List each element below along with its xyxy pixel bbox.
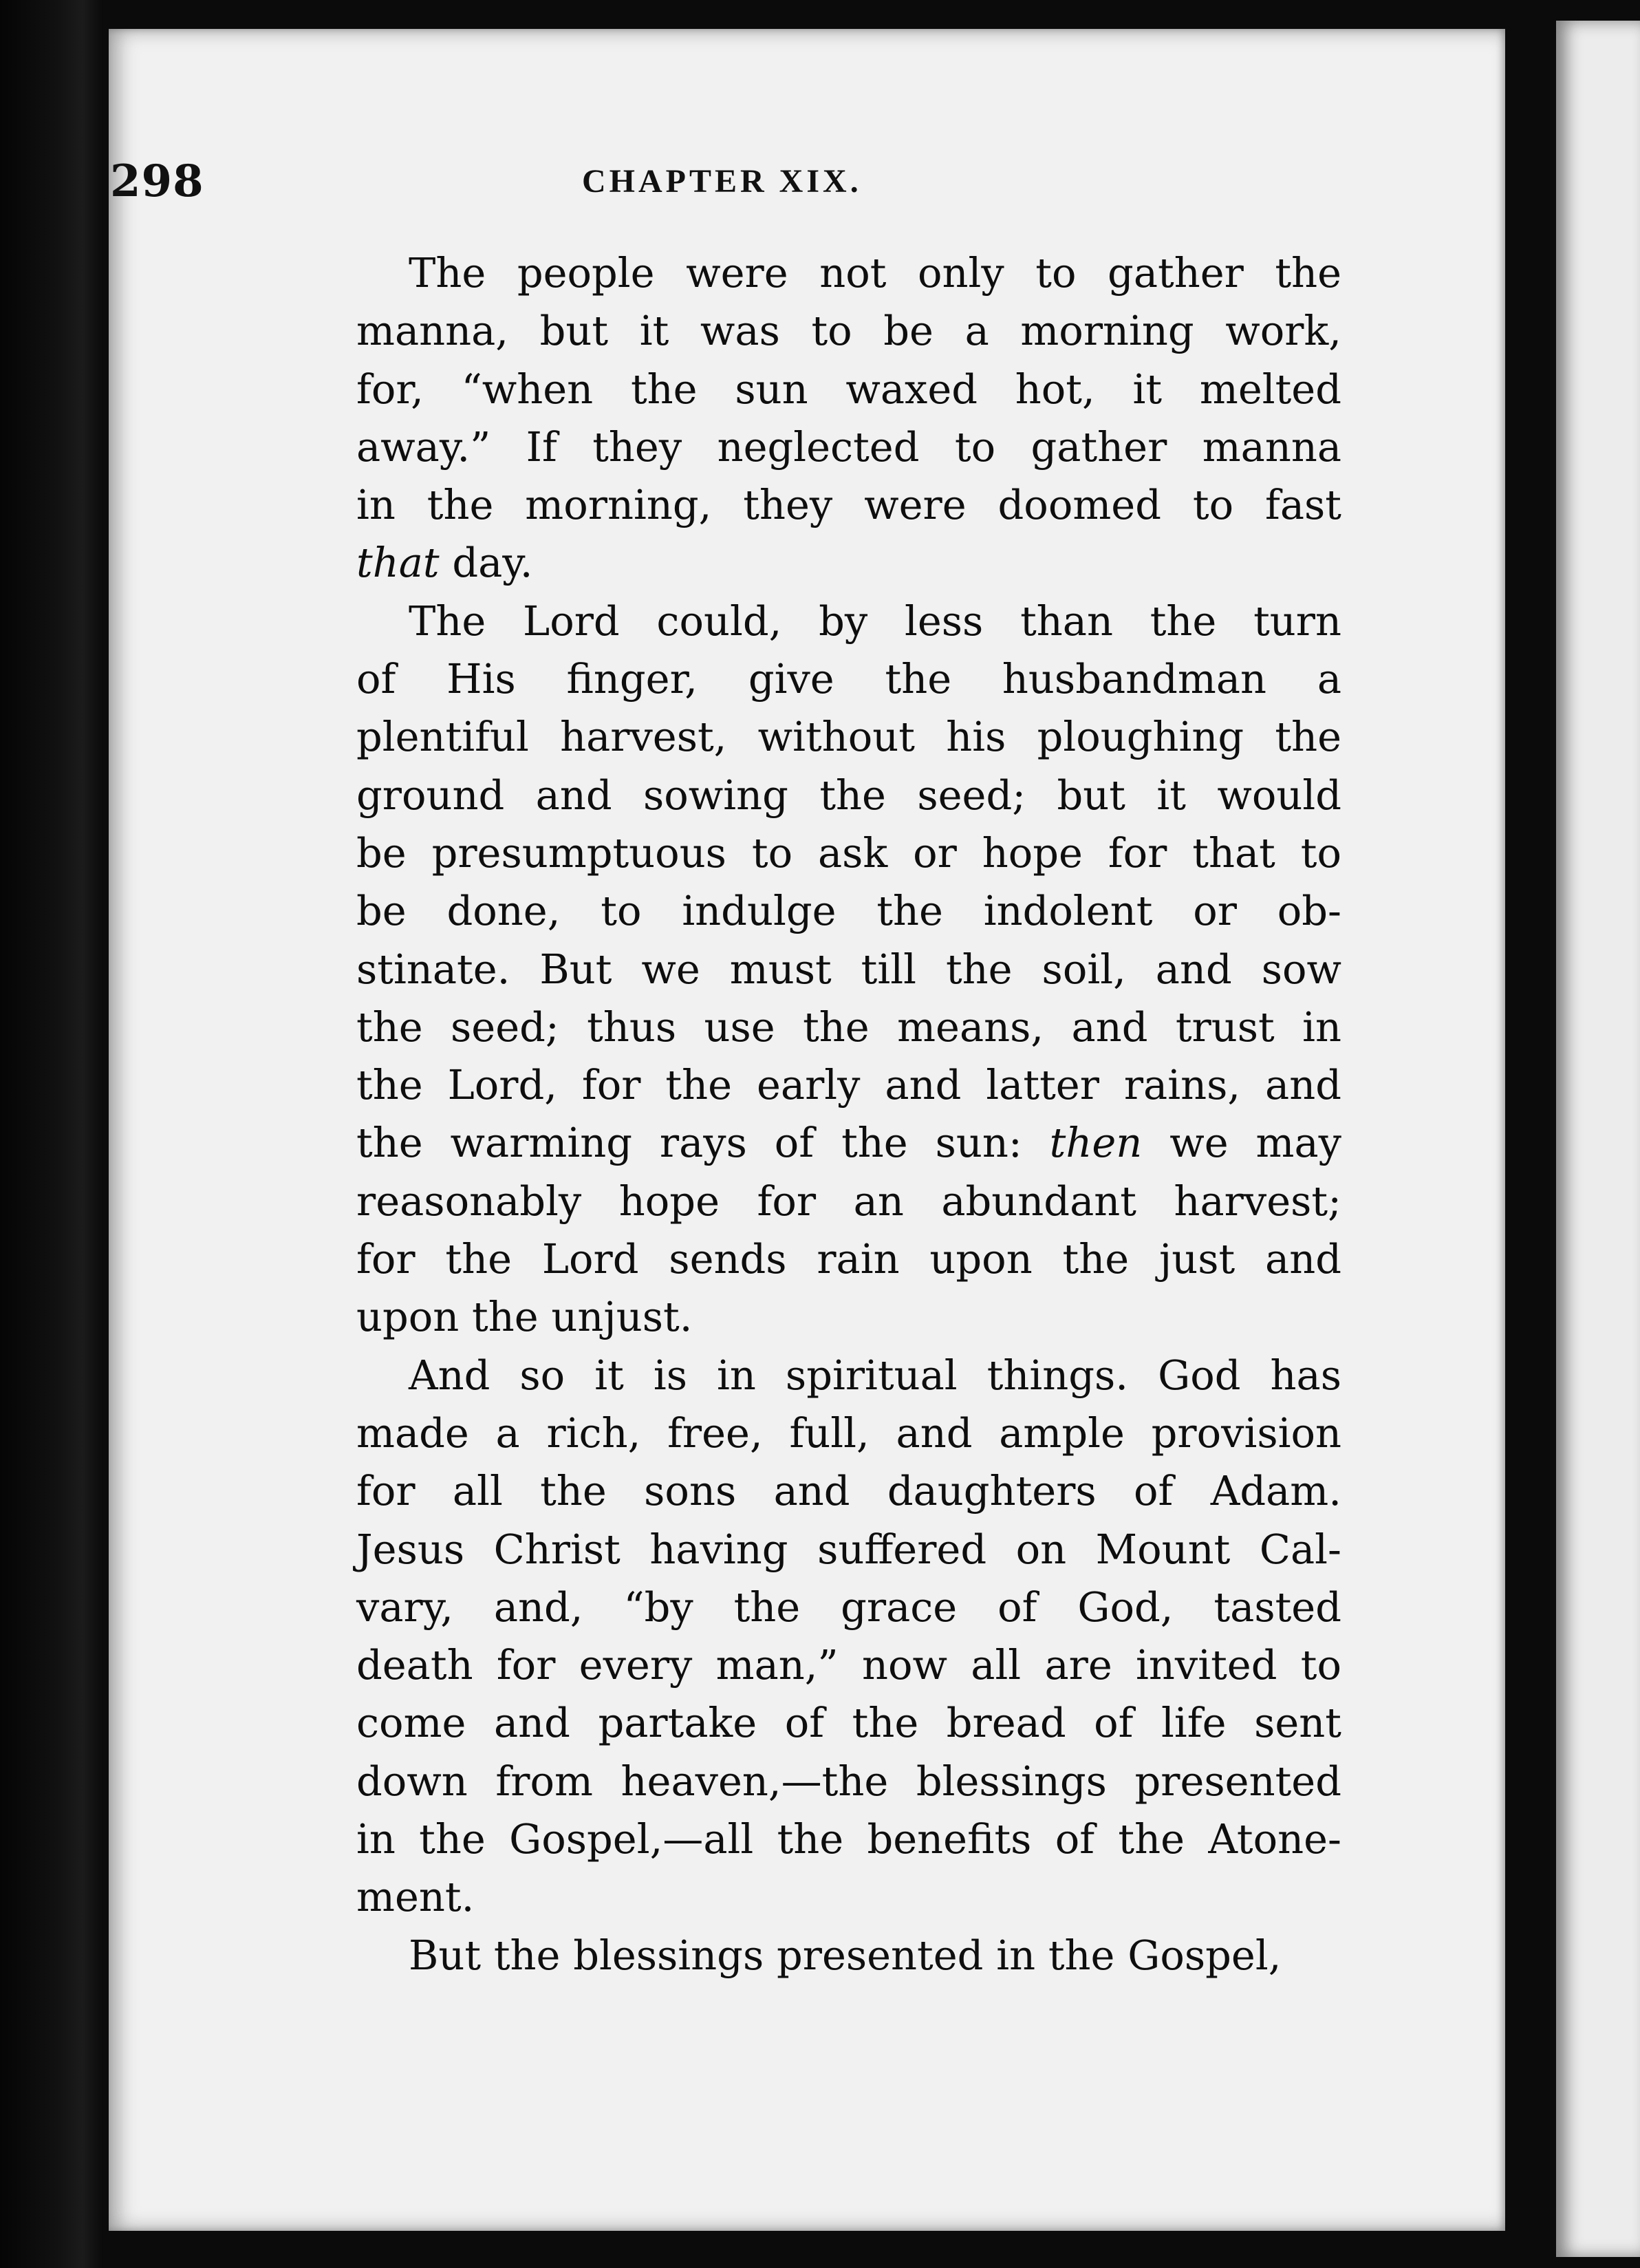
text-line: ment. — [356, 1873, 475, 1921]
text-line: And so it is in spiritual things. God has — [409, 1351, 1341, 1399]
gutter-shadow — [1505, 0, 1556, 2268]
text-line: in the morning, they were doomed to fast — [356, 481, 1341, 529]
text-line: upon the unjust. — [356, 1293, 693, 1341]
book-spine — [0, 0, 103, 2268]
paragraph-3 — [356, 1347, 1341, 1927]
text-line: for, “when the sun waxed hot, it melted — [356, 365, 1341, 413]
text-line: vary, and, “by the grace of God, tasted — [356, 1583, 1341, 1631]
text-line: away.” If they neglected to gather manna — [356, 422, 1341, 471]
text-line: down from heaven,—the blessings presented — [356, 1757, 1341, 1805]
text-line: ground and sowing the seed; but it would — [356, 771, 1341, 819]
text-line: Jesus Christ having suffered on Mount Cal- — [356, 1525, 1341, 1573]
text-line: be presumptuous to ask or hope for that to — [356, 828, 1341, 877]
text-line: made a rich, free, full, and ample provision — [356, 1409, 1341, 1457]
text-line: in the Gospel,—all the benefits of the Atone- — [356, 1815, 1341, 1863]
page-number: 298 — [110, 156, 204, 207]
text-line: But the blessings presented in the Gospel, — [409, 1931, 1282, 1979]
text-line: come and partake of the bread of life sent — [356, 1699, 1341, 1747]
italic-word: then — [1049, 1119, 1143, 1167]
paragraph-4 — [356, 1927, 1341, 1984]
text-line: plentiful harvest, without his ploughing the — [356, 713, 1341, 761]
paragraph-2 — [356, 592, 1341, 1347]
text-line: stinate. But we must till the soil, and sow — [356, 945, 1341, 993]
text-line: reasonably hope for an abundant harvest; — [356, 1177, 1341, 1225]
text-line: the Lord, for the early and latter rains, and — [356, 1061, 1341, 1109]
running-head: CHAPTER XIX. — [582, 163, 862, 200]
text-line: the seed; thus use the means, and trust in — [356, 1003, 1341, 1051]
text-line — [356, 534, 1341, 592]
text-line: for the Lord sends rain upon the just and — [356, 1235, 1341, 1283]
text-line: of His finger, give the husbandman a — [356, 655, 1341, 703]
body-text — [356, 244, 1341, 1984]
text-fragment: day. — [439, 539, 533, 587]
text-line: The people were not only to gather the — [409, 249, 1341, 297]
paragraph-1 — [356, 244, 1341, 592]
text-line: manna, but it was to be a morning work, — [356, 307, 1341, 355]
text-line: death for every man,” now all are invited to — [356, 1641, 1341, 1689]
text-fragment: we may — [1142, 1119, 1341, 1167]
text-line: for all the sons and daughters of Adam. — [356, 1467, 1341, 1515]
facing-page-edge — [1556, 21, 1640, 2257]
text-line: The Lord could, by less than the turn — [409, 597, 1341, 645]
italic-word: that — [356, 539, 440, 587]
text-fragment: the warming rays of the sun: — [356, 1119, 1050, 1167]
text-line — [356, 1114, 1341, 1172]
text-line: be done, to indulge the indolent or ob- — [356, 887, 1341, 935]
